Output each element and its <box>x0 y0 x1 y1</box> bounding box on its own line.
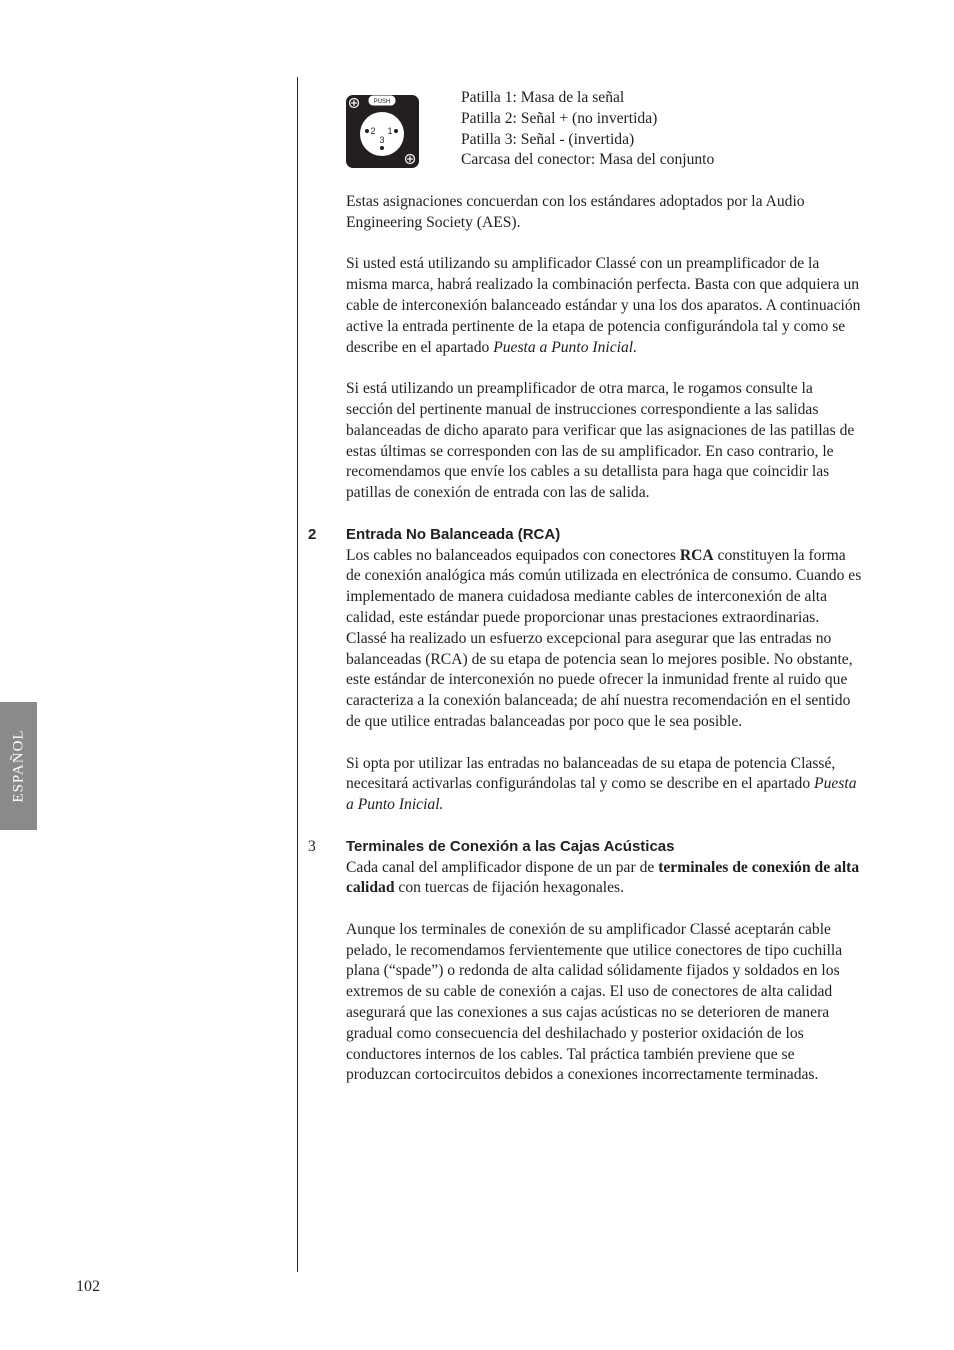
pin-assignment: Patilla 2: Señal + (no invertida) <box>461 109 658 127</box>
pin-2-label: 2 <box>370 126 376 136</box>
section-number: 3 <box>308 837 316 855</box>
section-speaker-terminals <box>308 837 862 1087</box>
section-paragraph: Si opta por utilizar las entradas no balanceadas de su etapa de potencia Classé, necesitará activarlas configurándolas tal y como se describe en el apartado Puesta a Punto Inicial. <box>346 754 857 814</box>
classe-preamp-paragraph: Si usted está utilizando su amplificador Classé con un preamplificador de la misma marca, habrá realizado la combinación perfecta. Basta con que adquiera un cable de interconexión balanceado estándar y una los dos aparatos. A continuación active la entrada pertinente de la etapa de potencia configurándola tal y como se describe en el apartado Puesta a Punto Inicial. <box>346 255 861 356</box>
pin-3-label: 3 <box>379 135 385 145</box>
language-tab <box>0 702 37 830</box>
page-number: 102 <box>76 1278 100 1295</box>
setup-reference: Puesta a Punto Inicial. <box>493 338 637 356</box>
section-unbalanced-input <box>308 525 862 816</box>
section-title: Terminales de Conexión a las Cajas Acústicas <box>346 837 675 855</box>
setup-reference: Puesta a Punto Inicial. <box>346 775 857 814</box>
language-tab-label: ESPAÑOL <box>10 729 26 803</box>
pin-assignment: Patilla 1: Masa de la señal <box>461 89 625 106</box>
section-number: 2 <box>308 525 317 543</box>
margin-rule <box>297 77 298 1272</box>
other-preamp-paragraph: Si está utilizando un preamplificador de otra marca, le rogamos consulte la sección del pertinente manual de instrucciones correspondiente a las salidas balanceadas de dicho aparato para verificar que las asignaciones de las patillas de estas últimas se corresponden con las de su amplificador. En caso contrario, le recomendamos que envíe los cables a su detallista para haga que coincidir las patillas de conexión de entrada con las de salida. <box>346 380 855 502</box>
pin-assignment: Carcasa del conector: Masa del conjunto <box>461 151 715 169</box>
body-text <box>308 88 862 1086</box>
aes-paragraph: Estas asignaciones concuerdan con los estándares adoptados por la Audio Engineering Society (AES). <box>346 193 805 231</box>
pin-1-label: 1 <box>387 126 393 136</box>
section-paragraph: Cada canal del amplificador dispone de un par de terminales de conexión de alta calidad con tuercas de fijación hexagonales. <box>346 858 860 897</box>
section-title: Entrada No Balanceada (RCA) <box>346 525 561 543</box>
section-paragraph: Aunque los terminales de conexión de su amplificador Classé aceptarán cable pelado, le recomendamos fervientemente que utilice conectores de tipo cuchilla plana (“spade”) o redonda de alta calidad sólidamente fijados y soldados en los extremos de su cable de conexión a cajas. El uso de conectores de alta calidad asegurará que las conexiones a sus cajas acústicas no se deterioren de manera gradual como consecuencia del deshilachado y posterior oxidación de los conductores internos de los cables. Tal práctica también previene que se produzcan cortocircuitos debidos a conexiones incorrectamente terminadas. <box>346 920 843 1084</box>
section-paragraph: Los cables no balanceados equipados con conectores RCA constituyen la forma de conexión analógica más común utilizada en electrónica de consumo. Cuando es implementado de manera cuidadosa mediante cables de interconexión de alta calidad, este estándar puede proporcionar unas prestaciones extraordinarias. Classé ha realizado un esfuerzo excepcional para asegurar que las entradas no balanceadas (RCA) de su etapa de potencia sean lo mejores posible. No obstante, este estándar de interconexión no puede ofrecer la inmunidad frente al ruido que caracteriza a la conexión balanceada; de ahí nuestra recomendación en el sentido de que utilice entradas balanceadas por poco que le sea posible. <box>346 546 862 730</box>
push-label: PUSH <box>373 99 391 106</box>
pin-assignment: Patilla 3: Señal - (invertida) <box>461 130 635 148</box>
